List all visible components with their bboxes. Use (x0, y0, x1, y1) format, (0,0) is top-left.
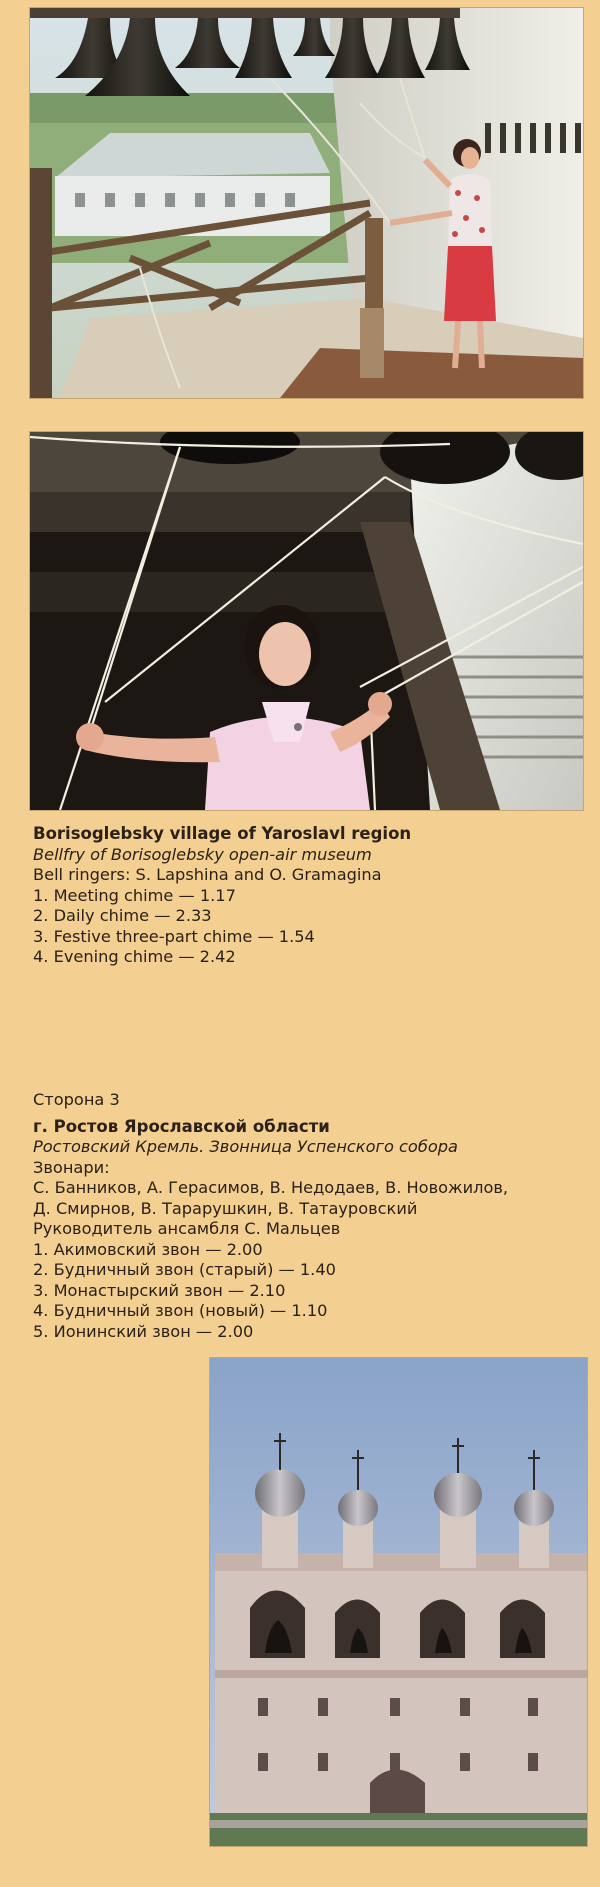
track-item: 3. Festive three-part chime — 1.54 (33, 926, 315, 946)
bell-ringer-photo (30, 432, 583, 810)
ensemble-leader: Руководитель ансамбля С. Мальцев (33, 1219, 341, 1238)
track-item: 1. Акимовский звон — 2.00 (33, 1239, 263, 1259)
english-track-list (33, 824, 411, 968)
album-location-title-ru: г. Ростов Ярославской области (33, 1116, 330, 1136)
ringers-label: Звонари: (33, 1157, 110, 1177)
album-venue-subtitle-ru: Ростовский Кремль. Звонница Успенского собора (33, 1137, 458, 1156)
track-item: 4. Evening chime — 2.42 (33, 947, 236, 966)
russian-track-list (33, 1090, 508, 1342)
track-item: 4. Будничный звон (новый) — 1.10 (33, 1301, 328, 1320)
track-item: 3. Монастырский звон — 2.10 (33, 1280, 286, 1300)
bell-ringers-credit: Bell ringers: S. Lapshina and O. Gramagina (33, 865, 382, 884)
ringers-names-line: Д. Смирнов, В. Тарарушкин, В. Татауровский (33, 1198, 418, 1218)
album-location-title: Borisoglebsky village of Yaroslavl region (33, 824, 412, 843)
track-item: 1. Meeting chime — 1.17 (33, 885, 236, 905)
track-item: 2. Daily chime — 2.33 (33, 906, 212, 925)
album-venue-subtitle: Bellfry of Borisoglebsky open-air museum (33, 844, 372, 864)
side-label: Сторона 3 (33, 1090, 120, 1109)
rostov-belfry-photo (210, 1358, 587, 1846)
track-item: 5. Ионинский звон — 2.00 (33, 1321, 254, 1341)
track-item: 2. Будничный звон (старый) — 1.40 (33, 1260, 336, 1279)
ringers-names-line: С. Банников, А. Герасимов, В. Недодаев, В. Новожилов, (33, 1178, 509, 1197)
belfry-photo-borisoglebsky (30, 8, 583, 398)
